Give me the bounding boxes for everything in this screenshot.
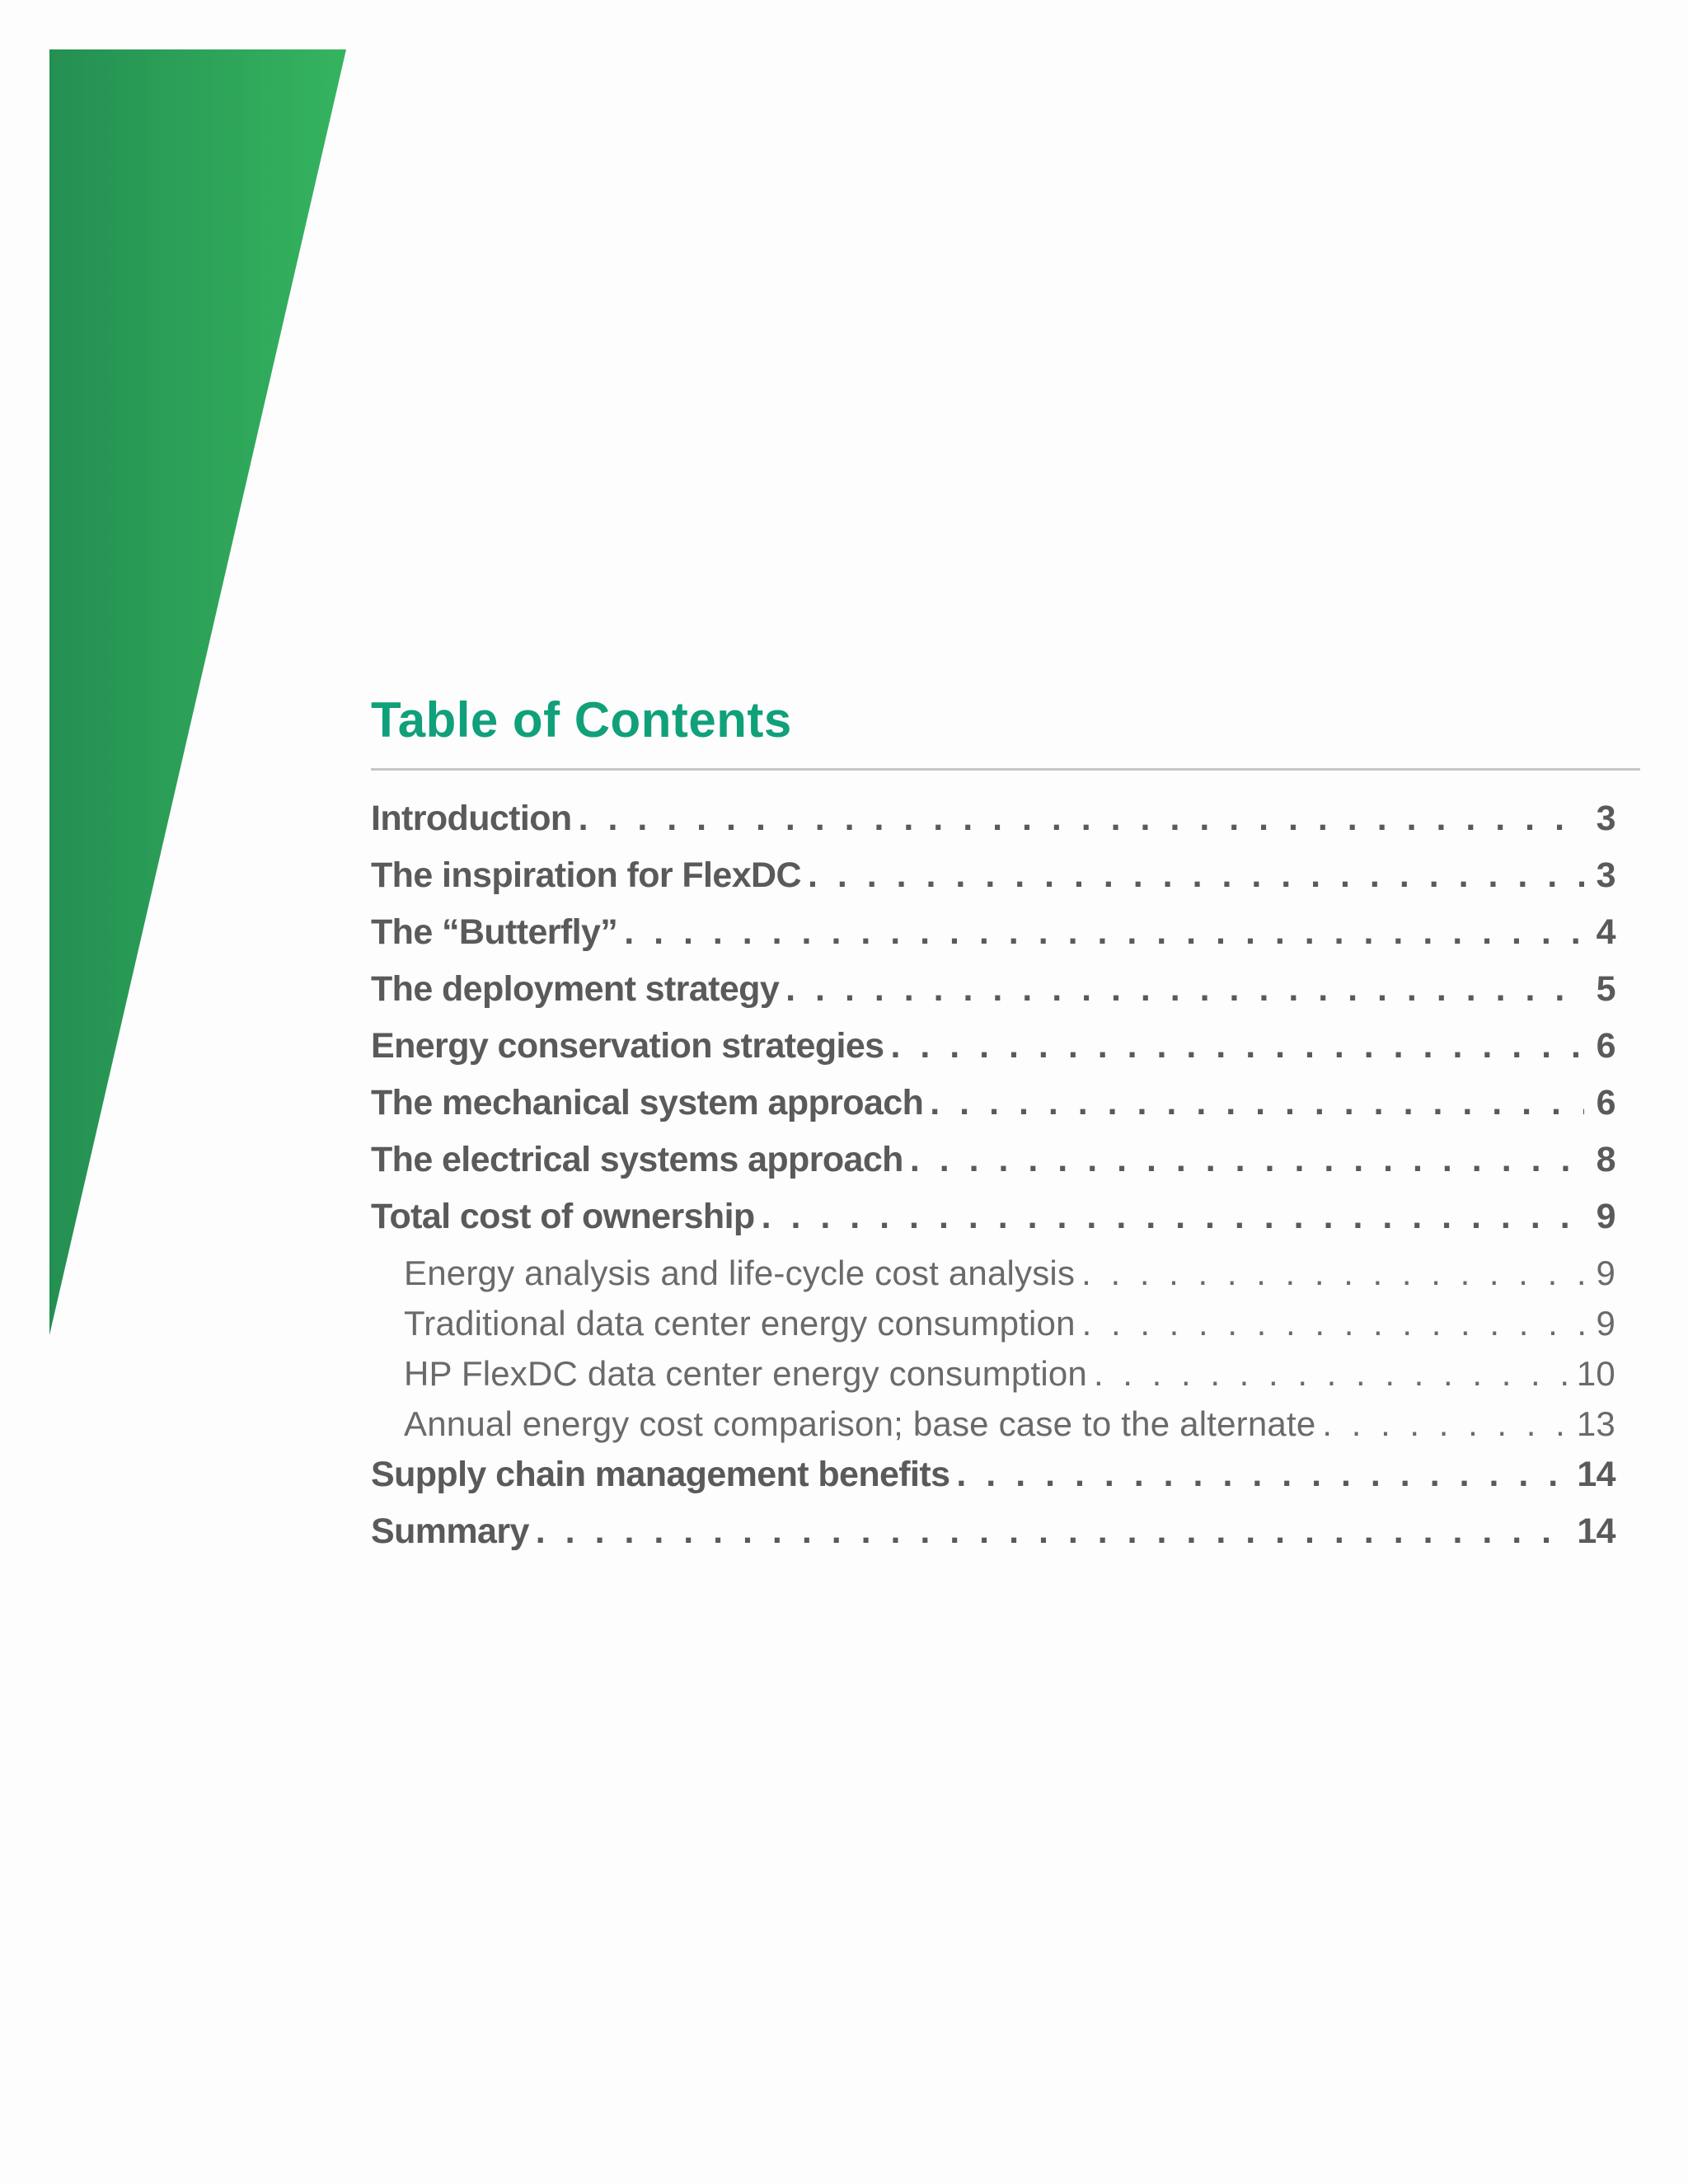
dot-leader <box>579 799 1584 839</box>
toc-subentry[interactable] <box>371 1254 1615 1304</box>
toc-entry-label: Energy analysis and life-cycle cost analysis <box>404 1254 1076 1292</box>
toc-entry-page: 5 <box>1596 969 1615 1009</box>
toc-entry-page: 13 <box>1576 1404 1615 1443</box>
table-of-contents <box>371 676 1640 1568</box>
toc-entry[interactable] <box>371 912 1615 969</box>
toc-entry-label: Total cost of ownership <box>371 1197 755 1236</box>
toc-entry-label: Supply chain management benefits <box>371 1455 950 1494</box>
toc-entry-label: Introduction <box>371 799 572 838</box>
toc-entry-page: 8 <box>1596 1140 1615 1179</box>
dot-leader <box>1082 1304 1584 1343</box>
toc-subentry[interactable] <box>371 1404 1615 1455</box>
toc-entry-page: 6 <box>1596 1083 1615 1122</box>
toc-entry-label: The deployment strategy <box>371 969 780 1009</box>
toc-entry[interactable] <box>371 1140 1615 1197</box>
dot-leader <box>624 912 1584 953</box>
toc-entry-label: The electrical systems approach <box>371 1140 903 1179</box>
toc-entry-label: The inspiration for FlexDC <box>371 855 801 895</box>
toc-entry-label: Summary <box>371 1511 529 1551</box>
title-divider <box>371 768 1640 771</box>
toc-entry[interactable] <box>371 1083 1615 1140</box>
toc-subentry[interactable] <box>371 1304 1615 1354</box>
dot-leader <box>785 969 1584 1010</box>
dot-leader <box>1322 1404 1569 1444</box>
toc-entry-page: 3 <box>1596 799 1615 838</box>
toc-entry-label: The mechanical system approach <box>371 1083 924 1122</box>
toc-entry[interactable] <box>371 799 1615 855</box>
dot-leader <box>930 1083 1584 1123</box>
toc-entry[interactable] <box>371 855 1615 912</box>
toc-entry-page: 10 <box>1576 1354 1615 1393</box>
dot-leader <box>956 1455 1570 1495</box>
dot-leader <box>536 1511 1571 1552</box>
toc-entry-page: 9 <box>1596 1304 1615 1343</box>
toc-entry-page: 6 <box>1596 1026 1615 1066</box>
dot-leader <box>808 855 1584 896</box>
dot-leader <box>890 1026 1584 1066</box>
toc-entry-page: 9 <box>1596 1197 1615 1236</box>
toc-entry-page: 3 <box>1596 855 1615 895</box>
toc-entry-page: 9 <box>1596 1254 1615 1292</box>
toc-entry-label: HP FlexDC data center energy consumption <box>404 1354 1087 1393</box>
toc-entry[interactable] <box>371 1455 1615 1511</box>
toc-entry[interactable] <box>371 1197 1615 1254</box>
dot-leader <box>762 1197 1584 1237</box>
toc-entry[interactable] <box>371 1511 1615 1568</box>
dot-leader <box>1081 1254 1584 1293</box>
toc-entry-page: 4 <box>1596 912 1615 952</box>
toc-entry-label: The “Butterfly” <box>371 912 618 952</box>
toc-entry-label: Traditional data center energy consumption <box>404 1304 1076 1343</box>
toc-entry[interactable] <box>371 1026 1615 1083</box>
toc-title: Table of Contents <box>371 692 792 748</box>
toc-entry-label: Energy conservation strategies <box>371 1026 884 1066</box>
dot-leader <box>1094 1354 1570 1394</box>
toc-entry-label: Annual energy cost comparison; base case to the alternate <box>404 1404 1316 1443</box>
toc-entry-page: 14 <box>1577 1511 1615 1551</box>
toc-entry-page: 14 <box>1577 1455 1615 1494</box>
toc-subentry[interactable] <box>371 1354 1615 1404</box>
dot-leader <box>910 1140 1584 1180</box>
toc-entry[interactable] <box>371 969 1615 1026</box>
